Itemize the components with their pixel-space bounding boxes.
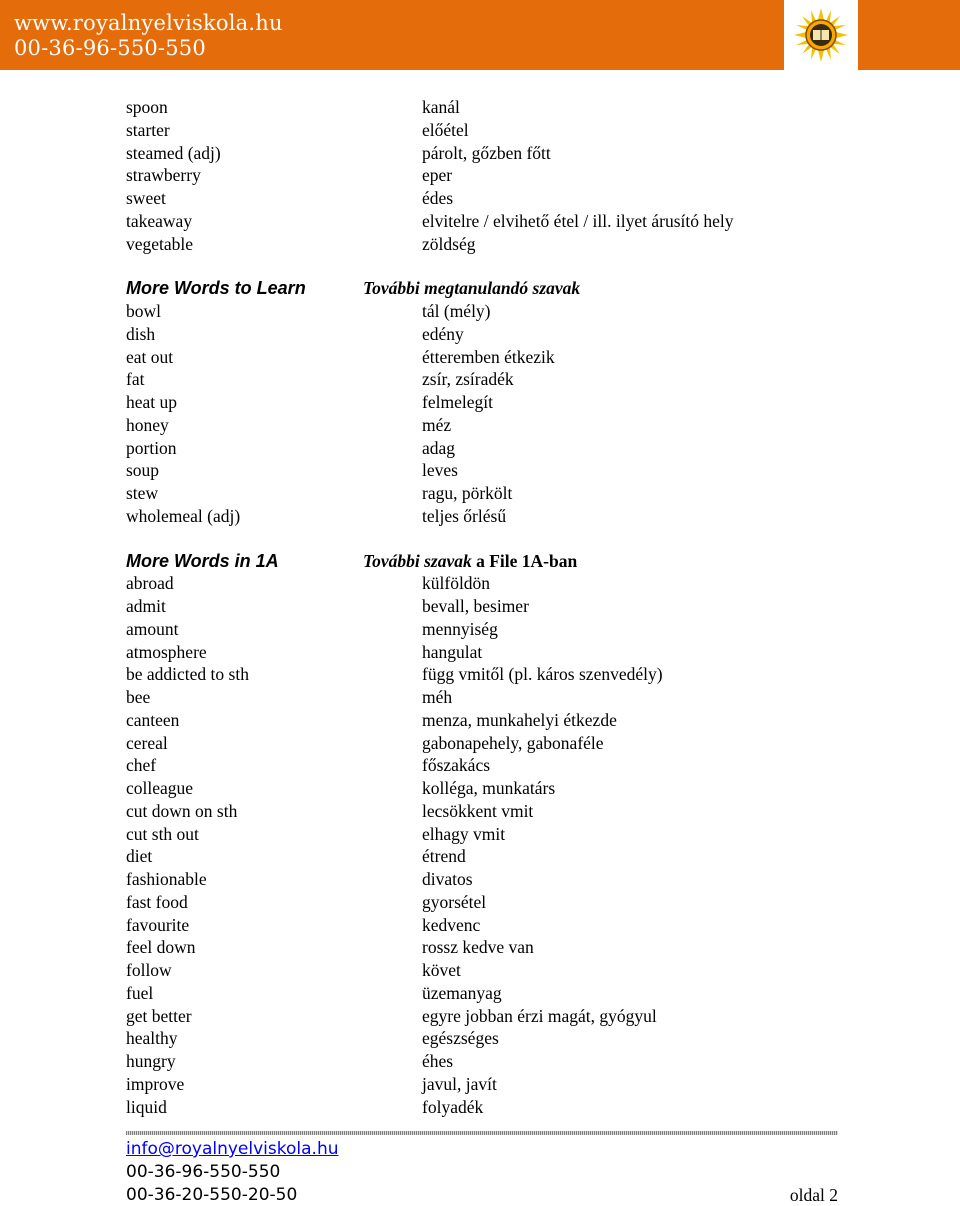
vocab-english: portion [126,437,177,458]
vocab-row [0,618,960,641]
vocab-row [0,891,960,914]
section-heading-hu [363,550,577,573]
vocab-english: fast food [126,891,188,912]
vocab-row [0,959,960,982]
vocab-hungarian: teljes őrlésű [422,505,507,526]
vocab-english: spoon [126,97,168,117]
vocab-row [0,686,960,709]
section-heading-hu-part1: További szavak [363,550,472,571]
vocab-row [0,119,960,142]
vocab-row [0,437,960,460]
vocab-hungarian: párolt, gőzben főtt [422,142,551,163]
vocab-row [0,777,960,800]
vocab-english: stew [126,483,159,503]
vocab-hungarian: divatos [422,869,473,889]
vocab-english: cut sth out [126,823,199,844]
vocab-hungarian: étrend [422,846,466,867]
vocab-english: atmosphere [126,641,207,662]
vocab-row [0,233,960,256]
vocab-english: bee [126,687,151,707]
vocab-hungarian: elvitelre / elvihető étel / ill. ilyet árusító hely [422,210,734,231]
footer-phone-2: 00-36-20-550-20-50 [126,1185,298,1205]
vocab-row [0,845,960,868]
vocab-row [0,368,960,391]
vocab-english: abroad [126,573,174,594]
section-heading-hu: További megtanulandó szavak [363,278,581,299]
vocab-hungarian: felmelegít [422,392,493,412]
vocab-english: takeaway [126,210,193,231]
vocab-hungarian: kanál [422,97,460,117]
vocab-hungarian: külföldön [422,573,491,594]
section-heading [0,550,960,573]
vocab-english: follow [126,960,172,980]
vocab-hungarian: folyadék [422,1096,484,1117]
vocab-hungarian: függ vmitől (pl. káros szenvedély) [422,664,663,685]
vocab-english: cereal [126,732,168,753]
vocab-hungarian: gyorsétel [422,891,487,912]
header-right-block [858,0,960,70]
vocab-english: bowl [126,301,161,321]
vocab-english: cut down on sth [126,800,238,821]
section-heading-en: More Words to Learn [126,278,306,299]
vocab-hungarian: kedvenc [422,914,481,935]
vocab-english: wholemeal (adj) [126,505,241,526]
vocab-hungarian: édes [422,188,454,208]
vocab-english: fat [126,369,145,390]
vocab-hungarian: rossz kedve van [422,937,534,958]
vocab-row [0,1096,960,1119]
vocab-hungarian: előétel [422,119,469,140]
vocab-english: canteen [126,709,180,730]
vocab-hungarian: adag [422,437,456,458]
vocab-row [0,709,960,732]
vocab-hungarian: kolléga, munkatárs [422,778,556,798]
vocab-row [0,936,960,959]
vocab-row [0,641,960,664]
vocab-english: be addicted to sth [126,664,249,685]
vocab-english: dish [126,323,156,344]
vocab-row [0,505,960,528]
vocab-english: fashionable [126,869,207,889]
vocab-hungarian: lecsökkent vmit [422,800,534,821]
vocab-hungarian: eper [422,165,453,186]
vocab-english: favourite [126,914,190,935]
vocab-row [0,754,960,777]
vocab-hungarian: zöldség [422,233,476,254]
vocab-hungarian: tál (mély) [422,301,491,321]
vocab-english: get better [126,1005,192,1026]
vocab-row [0,823,960,846]
vocab-hungarian: menza, munkahelyi étkezde [422,709,617,730]
vocab-row [0,732,960,755]
vocab-row [0,164,960,187]
vocab-english: amount [126,618,179,639]
vocab-hungarian: főszakács [422,755,491,776]
footer-email-link[interactable]: info@royalnyelviskola.hu [126,1139,339,1159]
vocab-hungarian: elhagy vmit [422,823,506,844]
vocab-row [0,142,960,165]
vocab-english: healthy [126,1028,178,1049]
vocab-row [0,323,960,346]
vocab-hungarian: egyre jobban érzi magát, gyógyul [422,1005,657,1026]
vocab-english: fuel [126,982,154,1003]
vocab-english: steamed (adj) [126,142,221,163]
vocab-hungarian: bevall, besimer [422,596,529,616]
vocab-row [0,1027,960,1050]
vocab-row [0,391,960,414]
vocab-row [0,482,960,505]
vocab-hungarian: ragu, pörkölt [422,483,513,503]
vocab-english: sweet [126,188,166,208]
vocab-row [0,1005,960,1028]
vocab-english: liquid [126,1096,167,1117]
vocab-hungarian: javul, javít [422,1073,497,1094]
vocab-english: hungry [126,1051,176,1071]
vocab-english: admit [126,596,166,616]
vocab-row [0,572,960,595]
vocab-row [0,663,960,686]
vocab-hungarian: éhes [422,1051,454,1071]
vocab-hungarian: hangulat [422,641,483,662]
section-heading-hu-part2: a File 1A-ban [471,550,578,571]
vocab-row [0,96,960,119]
vocab-row [0,1050,960,1073]
footer-divider [126,1131,838,1135]
vocab-row [0,914,960,937]
header-url[interactable]: www.royalnyelviskola.hu [14,11,283,35]
vocab-hungarian: mennyiség [422,618,498,639]
vocab-row [0,414,960,437]
vocab-english: strawberry [126,165,201,186]
vocab-hungarian: gabonapehely, gabonaféle [422,732,604,753]
section-heading [0,277,960,300]
footer-phone-1: 00-36-96-550-550 [126,1162,281,1182]
vocab-english: eat out [126,346,174,367]
vocab-hungarian: edény [422,323,464,344]
vocab-hungarian: méh [422,687,453,707]
vocab-english: starter [126,119,170,140]
vocab-english: heat up [126,392,178,412]
vocab-row [0,868,960,891]
vocab-hungarian: leves [422,460,458,481]
vocab-english: honey [126,414,169,435]
vocab-row [0,210,960,233]
page-number: oldal 2 [789,1185,838,1205]
vocab-hungarian: üzemanyag [422,982,502,1003]
vocab-row [0,459,960,482]
vocab-english: colleague [126,778,194,798]
section-heading-en: More Words in 1A [126,550,279,571]
vocab-english: diet [126,846,153,867]
vocab-hungarian: követ [422,960,461,980]
vocab-row [0,595,960,618]
vocab-hungarian: étteremben étkezik [422,346,555,367]
vocab-row [0,982,960,1005]
vocab-row [0,346,960,369]
vocab-row [0,1073,960,1096]
vocab-hungarian: zsír, zsíradék [422,369,514,390]
vocab-english: chef [126,755,157,776]
vocab-hungarian: méz [422,414,452,435]
vocab-english: soup [126,460,160,481]
vocab-row [0,300,960,323]
vocab-english: improve [126,1073,185,1094]
header-phone: 00-36-96-550-550 [14,36,206,60]
sun-book-logo-icon [794,8,848,62]
vocab-english: feel down [126,937,196,958]
vocab-row [0,187,960,210]
vocab-english: vegetable [126,233,194,254]
vocab-row [0,800,960,823]
vocab-hungarian: egészséges [422,1028,499,1049]
